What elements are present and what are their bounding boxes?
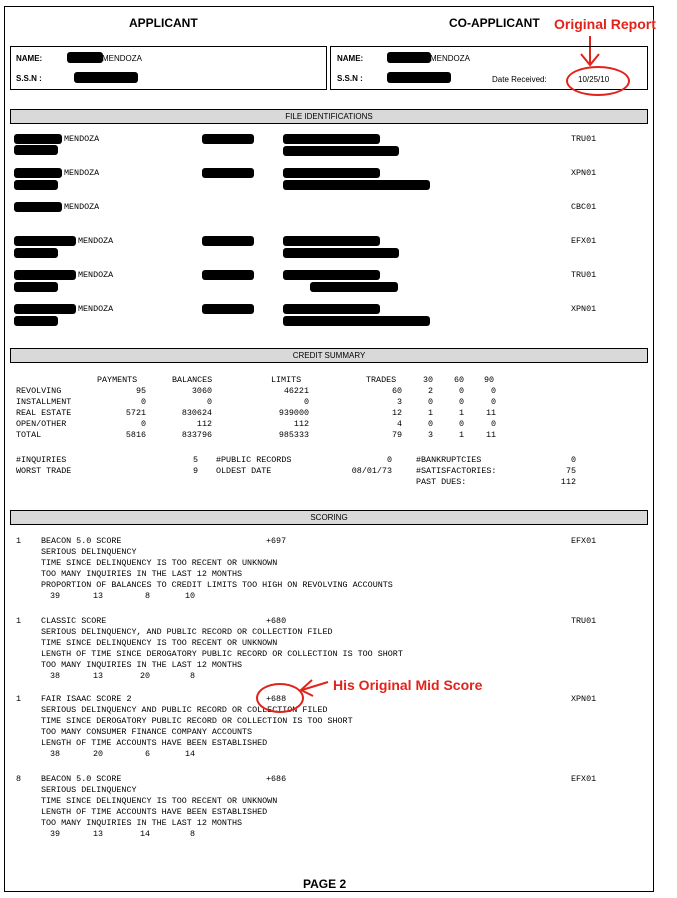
score-reason: SERIOUS DELINQUENCY [41,785,137,795]
scoring-header: SCORING [10,510,648,525]
summary-cell-d90: 11 [485,408,496,418]
summary-row-label: OPEN/OTHER [16,419,67,429]
score-model: FAIR ISAAC SCORE 2 [41,694,132,704]
applicant-box [10,46,327,90]
summary-cell-d60: 0 [458,419,464,429]
summary-row-label: INSTALLMENT [16,397,72,407]
applicant-heading: APPLICANT [129,16,198,30]
date-received-value: 10/25/10 [578,75,610,84]
redaction [283,134,380,144]
redaction [202,134,254,144]
bankruptcies-label: #BANKRUPTCIES [416,455,482,465]
score-reason-code: 38 [49,749,60,759]
redaction [283,270,380,280]
summary-cell-balances: 3060 [191,386,212,396]
redaction [202,304,254,314]
score-value: +680 [266,616,287,626]
col-90: 90 [484,375,495,385]
summary-cell-d90: 0 [490,386,496,396]
score-reason: TIME SINCE DELINQUENCY IS TOO RECENT OR UNKNOWN [41,638,278,648]
score-reason: LENGTH OF TIME ACCOUNTS HAVE BEEN ESTABLISHED [41,738,268,748]
col-payments: PAYMENTS [97,375,138,385]
summary-cell-trades: 79 [391,430,402,440]
score-entry-number: 8 [16,774,22,784]
date-circle-annotation [566,66,630,96]
public-records-value: 0 [386,455,392,465]
inquiries-label: #INQUIRIES [16,455,67,465]
score-reason-code: 6 [144,749,150,759]
score-reason-code: 8 [144,591,150,601]
summary-cell-d90: 0 [490,397,496,407]
worst-trade-value: 9 [192,466,198,476]
score-reason-code: 8 [189,671,195,681]
date-received-label: Date Received: [492,75,547,84]
score-value: +688 [266,694,287,704]
summary-row-label: TOTAL [16,430,42,440]
score-reason-code: 13 [92,829,103,839]
score-reason-code: 14 [139,829,150,839]
summary-cell-limits: 939000 [278,408,309,418]
redaction [14,282,58,292]
score-value: +697 [266,536,287,546]
summary-row-label: REAL ESTATE [16,408,72,418]
score-reason: TIME SINCE DEROGATORY PUBLIC RECORD OR COLLECTION IS TOO SHORT [41,716,353,726]
score-model: BEACON 5.0 SCORE [41,536,122,546]
applicant-ssn-label: S.S.N : [16,74,42,83]
redaction [14,202,62,212]
redaction [14,304,76,314]
col-60: 60 [454,375,465,385]
summary-cell-d30: 1 [427,408,433,418]
co-applicant-ssn-label: S.S.N : [337,74,363,83]
score-reason: TIME SINCE DELINQUENCY IS TOO RECENT OR UNKNOWN [41,558,278,568]
past-dues-label: PAST DUES: [416,477,467,487]
score-reason-code: 39 [49,829,60,839]
score-value: +686 [266,774,287,784]
redaction [14,134,62,144]
redaction [14,168,62,178]
mid-score-annotation: His Original Mid Score [333,677,483,693]
summary-cell-d30: 0 [427,419,433,429]
public-records-label: #PUBLIC RECORDS [216,455,292,465]
co-applicant-name-value: MENDOZA [430,54,470,63]
summary-cell-limits: 112 [293,419,309,429]
score-reason: TOO MANY CONSUMER FINANCE COMPANY ACCOUNTS [41,727,253,737]
redaction [202,236,254,246]
redaction [283,168,380,178]
redaction [310,282,398,292]
inquiries-value: 5 [192,455,198,465]
summary-cell-balances: 833796 [181,430,212,440]
score-bureau: EFX01 [571,536,597,546]
file-id-name: MENDOZA [78,270,114,280]
score-reason-code: 14 [184,749,195,759]
page-number: PAGE 2 [303,877,347,891]
score-entry-number: 1 [16,694,22,704]
summary-cell-d60: 0 [458,397,464,407]
redaction [283,248,399,258]
score-reason-code: 20 [92,749,103,759]
summary-cell-d60: 1 [458,408,464,418]
redaction [202,168,254,178]
summary-cell-trades: 60 [391,386,402,396]
applicant-name-label: NAME: [16,54,43,63]
satisfactories-value: 75 [565,466,576,476]
summary-cell-limits: 46221 [283,386,309,396]
summary-cell-trades: 3 [396,397,402,407]
co-applicant-heading: CO-APPLICANT [449,16,540,30]
summary-cell-limits: 985333 [278,430,309,440]
summary-cell-payments: 5721 [125,408,146,418]
redaction [14,236,76,246]
summary-cell-d60: 1 [458,430,464,440]
score-reason: TOO MANY INQUIRIES IN THE LAST 12 MONTHS [41,818,243,828]
summary-cell-d30: 3 [427,430,433,440]
summary-cell-d90: 0 [490,419,496,429]
redaction [387,52,431,63]
red-left-arrow-icon [298,676,330,698]
summary-cell-d30: 0 [427,397,433,407]
file-id-code: XPN01 [571,168,597,178]
redaction [387,72,451,83]
col-trades: TRADES [366,375,397,385]
score-reason: TOO MANY INQUIRIES IN THE LAST 12 MONTHS [41,660,243,670]
redaction [14,180,58,190]
file-id-name: MENDOZA [78,236,114,246]
applicant-name-value: MENDOZA [102,54,142,63]
summary-cell-limits: 0 [303,397,309,407]
redaction [202,270,254,280]
file-id-code: EFX01 [571,236,597,246]
score-model: CLASSIC SCORE [41,616,107,626]
score-reason-code: 8 [189,829,195,839]
score-reason: TIME SINCE DELINQUENCY IS TOO RECENT OR UNKNOWN [41,796,278,806]
score-reason: PROPORTION OF BALANCES TO CREDIT LIMITS TOO HIGH ON REVOLVING ACCOUNTS [41,580,393,590]
redaction [67,52,103,63]
score-reason: SERIOUS DELINQUENCY AND PUBLIC RECORD OR COLLECTION FILED [41,705,328,715]
redaction [283,304,380,314]
score-reason-code: 39 [49,591,60,601]
summary-cell-d30: 2 [427,386,433,396]
col-balances: BALANCES [172,375,213,385]
score-reason-code: 10 [184,591,195,601]
summary-cell-payments: 95 [135,386,146,396]
score-reason: SERIOUS DELINQUENCY, AND PUBLIC RECORD OR COLLECTION FILED [41,627,333,637]
score-reason-code: 13 [92,591,103,601]
oldest-date-label: OLDEST DATE [216,466,272,476]
file-identifications-header: FILE IDENTIFICATIONS [10,109,648,124]
redaction [14,248,58,258]
redaction [283,236,380,246]
summary-row-label: REVOLVING [16,386,62,396]
score-bureau: XPN01 [571,694,597,704]
score-reason-code: 13 [92,671,103,681]
satisfactories-label: #SATISFACTORIES: [416,466,497,476]
col-30: 30 [423,375,434,385]
summary-cell-payments: 0 [140,397,146,407]
redaction [283,180,430,190]
credit-summary-header: CREDIT SUMMARY [10,348,648,363]
redaction [14,316,58,326]
summary-cell-payments: 5816 [125,430,146,440]
score-reason-code: 38 [49,671,60,681]
original-report-annotation: Original Report [554,16,656,32]
bankruptcies-value: 0 [570,455,576,465]
summary-cell-balances: 830624 [181,408,212,418]
score-reason: LENGTH OF TIME SINCE DEROGATORY PUBLIC RECORD OR COLLECTION IS TOO SHORT [41,649,403,659]
score-reason: SERIOUS DELINQUENCY [41,547,137,557]
redaction [14,270,76,280]
redaction [283,146,399,156]
summary-cell-trades: 12 [391,408,402,418]
summary-cell-d60: 0 [458,386,464,396]
file-id-name: MENDOZA [64,202,100,212]
oldest-date-value: 08/01/73 [351,466,392,476]
summary-cell-payments: 0 [140,419,146,429]
col-limits: LIMITS [271,375,302,385]
score-bureau: TRU01 [571,616,597,626]
redaction [283,316,430,326]
score-entry-number: 1 [16,536,22,546]
summary-cell-trades: 4 [396,419,402,429]
past-dues-value: 112 [560,477,576,487]
mid-score-circle-annotation [256,683,304,713]
summary-cell-balances: 112 [196,419,212,429]
redaction [74,72,138,83]
score-reason-code: 20 [139,671,150,681]
file-id-name: MENDOZA [78,304,114,314]
summary-cell-balances: 0 [206,397,212,407]
score-entry-number: 1 [16,616,22,626]
score-bureau: EFX01 [571,774,597,784]
redaction [14,145,58,155]
worst-trade-label: WORST TRADE [16,466,72,476]
file-id-code: TRU01 [571,270,597,280]
file-id-code: TRU01 [571,134,597,144]
score-reason: LENGTH OF TIME ACCOUNTS HAVE BEEN ESTABLISHED [41,807,268,817]
score-model: BEACON 5.0 SCORE [41,774,122,784]
file-id-name: MENDOZA [64,168,100,178]
file-id-code: CBC01 [571,202,597,212]
co-applicant-name-label: NAME: [337,54,364,63]
summary-cell-d90: 11 [485,430,496,440]
score-reason: TOO MANY INQUIRIES IN THE LAST 12 MONTHS [41,569,243,579]
file-id-code: XPN01 [571,304,597,314]
file-id-name: MENDOZA [64,134,100,144]
